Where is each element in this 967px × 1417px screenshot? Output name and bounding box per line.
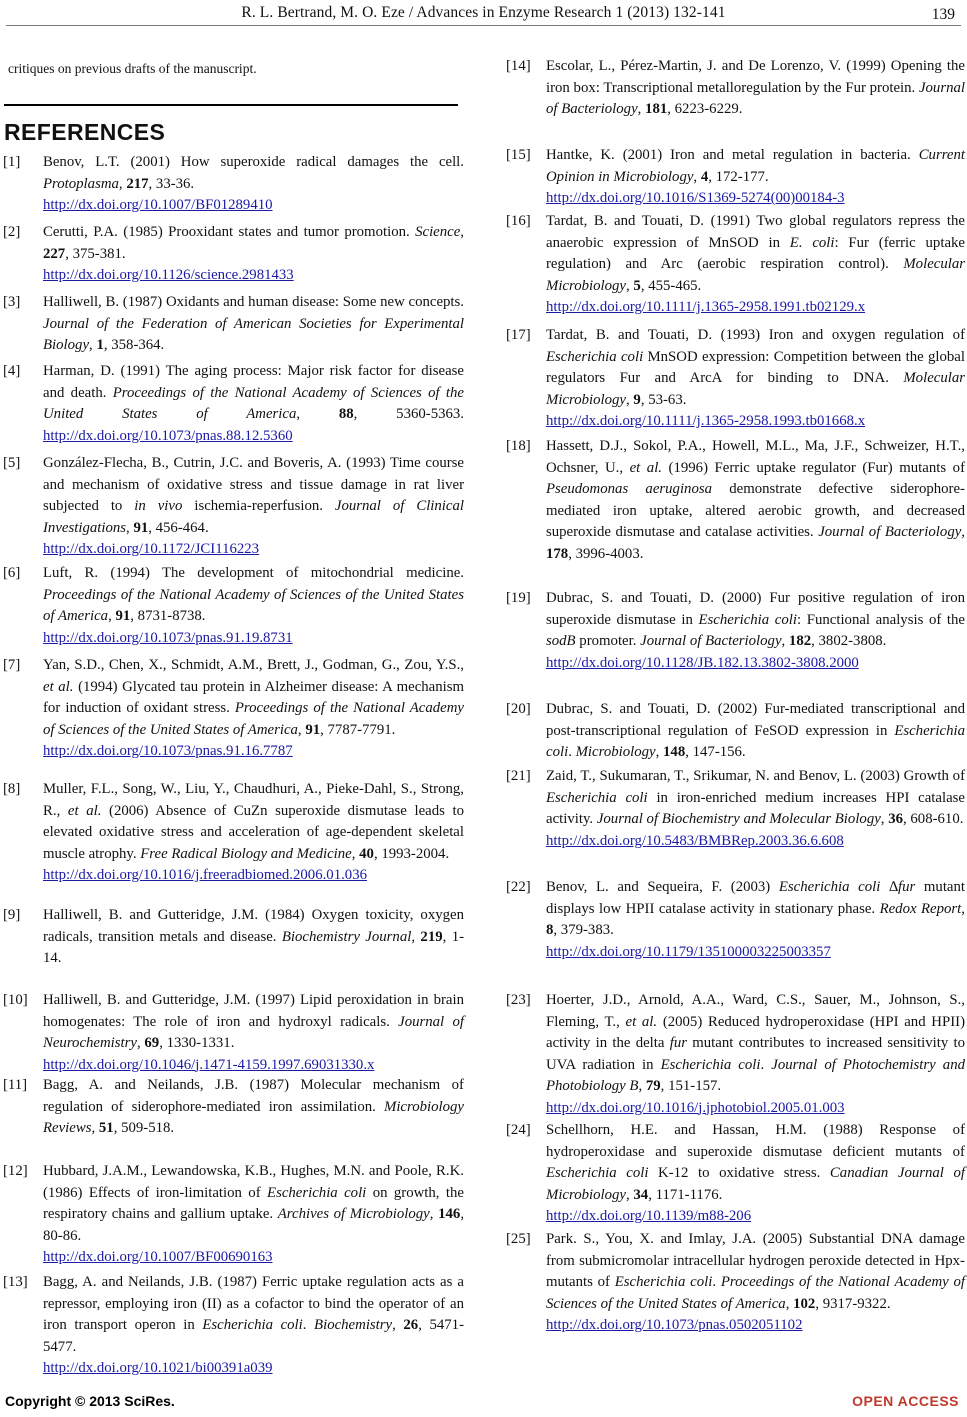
reference-text (43, 361, 464, 447)
reference-italic: Proceedings of the National Academy of Sciences of the United States of America (43, 700, 464, 738)
reference-segment: , 33-36. (148, 175, 195, 192)
reference-text (43, 1161, 464, 1269)
reference-text (43, 1272, 464, 1380)
reference-segment: , (781, 633, 789, 649)
reference-italic: Microbiology (575, 744, 656, 760)
reference-italic: Molecular Microbiology (546, 370, 965, 408)
reference-segment: in iron-enriched medium increases HPI catalase activity. (546, 789, 965, 827)
reference-volume: 34 (633, 1186, 649, 1203)
reference-number: [4] (3, 363, 21, 379)
reference-segment: Yan, S.D., Chen, X., Schmidt, A.M., Brett, J., Godman, G., Zou, Y.S., (43, 657, 464, 673)
reference-italic: Free Radical Biology and Medicine (140, 845, 352, 862)
reference-italic: Journal of Neurochemistry (43, 1013, 464, 1051)
reference-segment: , 1171-1176. (648, 1186, 723, 1203)
doi-link[interactable]: http://dx.doi.org/10.1073/pnas.91.19.8731 (43, 629, 293, 646)
reference-segment: , 456-464. (148, 519, 209, 536)
reference-text (546, 436, 965, 565)
reference-segment: Harman, D. (1991) The aging process: Major risk factor for disease and death. (43, 363, 464, 401)
reference-number: [18] (506, 438, 531, 454)
section-divider (4, 104, 458, 106)
reference-segment: , (880, 811, 889, 827)
reference-volume: 102 (793, 1295, 816, 1312)
reference-volume: 219 (420, 928, 443, 945)
reference-segment: (1996) Ferric uptake regulator (Fur) mutants of (662, 459, 965, 476)
reference-segment: , (126, 519, 134, 536)
reference-text (43, 453, 464, 561)
reference-number: [5] (3, 455, 21, 471)
reference-segment: on growth, the respiratory chains and gallium uptake. (43, 1184, 464, 1222)
reference-volume: 79 (645, 1078, 661, 1094)
reference-volume: 227 (43, 245, 66, 262)
reference-italic: sodB (546, 633, 576, 649)
reference-segment: , 5471-5477. (43, 1317, 464, 1355)
doi-link[interactable]: http://dx.doi.org/10.1007/BF00690163 (43, 1249, 273, 1265)
reference-segment: . (760, 1056, 772, 1073)
reference-volume: 181 (645, 101, 668, 117)
doi-link[interactable]: http://dx.doi.org/10.1046/j.1471-4159.1997.69031330.x (43, 1056, 375, 1073)
reference-number: [9] (3, 907, 21, 923)
reference-segment: , (460, 224, 464, 240)
reference-text (43, 152, 464, 217)
reference-segment: , 3996-4003. (568, 545, 644, 562)
reference-italic: et al. (629, 459, 663, 476)
reference-italic: Escherichia coli (546, 722, 965, 760)
reference-italic: Escherichia coli (267, 1184, 367, 1201)
reference-italic: Redox Report (879, 900, 962, 917)
reference-number: [2] (3, 224, 21, 240)
reference-volume: 217 (126, 175, 149, 192)
reference-segment: Benov, L.T. (2001) How superoxide radical damages the cell. (43, 154, 464, 170)
page-footer (0, 1393, 967, 1413)
reference-italic: Journal of Clinical Investigations (43, 498, 464, 536)
reference-number: [20] (506, 701, 531, 717)
reference-segment: Hantke, K. (2001) Iron and metal regulation in bacteria. (546, 147, 919, 163)
reference-segment: Luft, R. (1994) The development of mitochondrial medicine. (43, 565, 464, 581)
reference-segment: Muller, F.L., Song, W., Liu, Y., Chaudhuri, A., Pieke-Dahl, S., Strong, R., (43, 781, 464, 819)
reference-italic: Escherichia coli ∆fur (778, 879, 916, 895)
reference-italic: Escherichia coli (202, 1317, 303, 1333)
reference-segment: , (118, 175, 127, 192)
reference-segment: , 1993-2004. (373, 845, 450, 862)
reference-segment: , 80-86. (43, 1206, 465, 1244)
reference-segment: : Functional analysis of the (797, 611, 965, 628)
reference-number: [24] (506, 1122, 531, 1138)
open-access-badge: OPEN ACCESS (852, 1393, 959, 1409)
reference-italic: Molecular Microbiology (546, 256, 965, 294)
reference-segment: , 1-14. (43, 928, 465, 966)
reference-text (43, 222, 464, 287)
doi-link[interactable]: http://dx.doi.org/10.1021/bi00391a039 (43, 1360, 273, 1376)
reference-segment: , (89, 337, 97, 353)
doi-link[interactable]: http://dx.doi.org/10.1073/pnas.0502051102 (546, 1317, 803, 1333)
reference-italic: Journal of Bacteriology (818, 524, 962, 540)
reference-number: [6] (3, 565, 21, 581)
reference-segment: , 455-465. (640, 277, 702, 294)
reference-number: [14] (506, 58, 531, 74)
reference-italic: Journal of Photochemistry and Photobiology B (546, 1056, 965, 1094)
reference-segment: , (296, 406, 339, 422)
reference-text (43, 779, 464, 887)
reference-number: [21] (506, 768, 531, 784)
reference-segment: ischemia-reperfusion. (182, 498, 335, 514)
reference-volume: 40 (359, 845, 374, 862)
reference-segment: Zaid, T., Sukumaran, T., Srikumar, N. and Benov, L. (2003) Growth of (546, 768, 965, 784)
reference-volume: 4 (700, 168, 709, 185)
reference-segment: (2005) Reduced hydroperoxidase (HPI and HPII) activity in the delta (546, 1013, 965, 1051)
reference-volume: 91 (305, 721, 321, 738)
reference-volume: 146 (438, 1206, 461, 1222)
reference-segment: Dubrac, S. and Touati, D. (2000) Fur positive regulation of iron superoxide dismutase in (546, 590, 965, 628)
reference-segment: (2006) Absence of CuZn superoxide dismutase leads to elevated oxidative stress and acceleration of age-dependent skeletal muscle atrophy. (43, 802, 464, 862)
copyright-notice: Copyright © 2013 SciRes. (5, 1393, 175, 1409)
reference-segment: . (712, 1274, 721, 1290)
reference-segment: , (297, 721, 306, 738)
reference-segment: (1994) Glycated tau protein in Alzheimer disease: A mechanism for induction of oxidant stress. (43, 678, 465, 716)
reference-italic: Proceedings of the National Academy of Sciences of the United States of America (43, 586, 464, 624)
reference-italic: Science (415, 224, 461, 240)
reference-italic: et al. (625, 1013, 658, 1030)
reference-volume: 8 (546, 922, 554, 938)
reference-segment: , 6223-6229. (667, 101, 743, 117)
reference-volume: 26 (403, 1317, 419, 1333)
reference-segment: , 172-177. (708, 168, 769, 185)
reference-segment: , (91, 1120, 99, 1136)
doi-link[interactable]: http://dx.doi.org/10.1016/S1369-5274(00)00184-3 (546, 190, 845, 206)
reference-text (43, 563, 464, 649)
reference-segment: Tardat, B. and Touati, D. (1991) Two global regulators repress the anaerobic expression of MnSOD in (546, 213, 965, 251)
reference-segment: Hassett, D.J., Sokol, P.A., Howell, M.L., Ma, J.F., Schweizer, H.T., Ochsner, U., (546, 438, 965, 476)
reference-number: [23] (506, 992, 531, 1008)
reference-italic: Escherichia coli (546, 348, 644, 365)
reference-number: [3] (3, 294, 21, 310)
doi-link[interactable]: http://dx.doi.org/10.1016/j.freeradbiomed.2006.01.036 (43, 867, 367, 883)
reference-segment: Hoerter, J.D., Arnold, A.A., Ward, C.S., Sauer, M., Johnson, S., Fleming, T., (546, 992, 965, 1030)
reference-italic: Pseudomonas aeruginosa (546, 481, 713, 497)
doi-link[interactable]: http://dx.doi.org/10.1073/pnas.91.16.7787 (43, 743, 293, 759)
reference-italic: Journal of Bacteriology (546, 79, 965, 117)
reference-segment: promoter. (575, 633, 641, 649)
reference-number: [15] (506, 147, 531, 163)
reference-segment: , (961, 524, 965, 540)
reference-italic: Journal of the Federation of American Societies for Experimental Biology (43, 315, 464, 353)
reference-segment: , 7787-7791. (320, 721, 396, 738)
reference-volume: 91 (133, 519, 149, 536)
reference-text (546, 1229, 965, 1337)
reference-segment: , (626, 277, 634, 294)
reference-volume: 9 (633, 391, 641, 408)
reference-text (546, 990, 965, 1119)
reference-segment: Bagg, A. and Neilands, J.B. (1987) Molecular mechanism of regulation of siderophore-mediated iron assimilation. (43, 1077, 464, 1115)
reference-italic: Proceedings of the National Academy of Sciences of the United States of America (43, 384, 464, 422)
reference-segment: Schellhorn, H.E. and Hassan, H.M. (1988) Response of hydroperoxidase and superoxide dismutase deficient mutants of (546, 1122, 965, 1160)
reference-number: [13] (3, 1274, 28, 1290)
reference-italic: Canadian Journal of Microbiology (546, 1165, 965, 1203)
header-rule (6, 25, 961, 26)
reference-segment: Halliwell, B. (1987) Oxidants and human disease: Some new concepts. (43, 294, 464, 310)
reference-italic: Escherichia coli (660, 1056, 761, 1073)
doi-link[interactable]: http://dx.doi.org/10.1073/pnas.88.12.5360 (43, 427, 293, 444)
reference-segment: Park. S., You, X. and Imlay, J.A. (2005) Substantial DNA damage from submicromolar intracellular hydrogen peroxide detected in Hpx- mutants of (546, 1231, 965, 1290)
reference-number: [1] (3, 154, 21, 170)
doi-link[interactable]: http://dx.doi.org/10.5483/BMBRep.2003.36.6.608 (546, 832, 844, 849)
reference-number: [10] (3, 992, 28, 1008)
reference-segment: Escolar, L., Pérez-Martin, J. and De Lorenzo, V. (1999) Opening the iron box: Transcriptional metalloregulation by the Fur protein. (546, 58, 965, 96)
reference-text (546, 56, 965, 121)
reference-italic: Biochemistry Journal (281, 928, 412, 945)
running-header (0, 2, 967, 24)
reference-segment: , 608-610. (903, 811, 964, 827)
reference-segment: . (302, 1317, 315, 1333)
reference-italic: Biochemistry (314, 1317, 393, 1333)
reference-volume: 91 (115, 608, 131, 624)
reference-number: [12] (3, 1163, 28, 1179)
reference-segment: mutant contributes to increased sensitivity to UVA radiation in (546, 1035, 966, 1073)
reference-italic: Journal of Bacteriology (640, 633, 782, 649)
reference-volume: 182 (788, 633, 812, 649)
reference-segment: , (108, 608, 116, 624)
reference-number: [22] (506, 879, 531, 895)
reference-italic: et al. (67, 802, 102, 819)
reference-segment: K-12 to oxidative stress. (648, 1165, 830, 1181)
reference-segment: , (637, 101, 646, 117)
reference-segment: , 3802-3808. (811, 633, 887, 649)
reference-text (546, 699, 965, 764)
reference-italic: Escherichia coli (698, 611, 797, 628)
reference-segment: , (136, 1035, 145, 1051)
reference-text (546, 145, 965, 210)
reference-segment: , 375-381. (65, 245, 126, 262)
reference-segment: , (392, 1317, 404, 1333)
reference-number: [19] (506, 590, 531, 606)
reference-italic: Protoplasma (43, 175, 119, 192)
reference-number: [25] (506, 1231, 531, 1247)
reference-italic: Escherichia coli (614, 1274, 713, 1290)
reference-segment: , (693, 168, 701, 185)
doi-link[interactable]: http://dx.doi.org/10.1007/BF01289410 (43, 197, 273, 213)
reference-segment: , (638, 1078, 646, 1094)
reference-segment: . (568, 744, 576, 760)
reference-text (546, 211, 965, 319)
reference-segment: , 151-157. (660, 1078, 722, 1094)
doi-link[interactable]: http://dx.doi.org/10.1128/JB.182.13.3802-3808.2000 (546, 654, 859, 671)
reference-text (43, 292, 464, 357)
reference-italic: E. coli (789, 234, 835, 251)
reference-volume: 69 (144, 1035, 160, 1051)
page-number: 139 (931, 6, 955, 23)
reference-number: [16] (506, 213, 531, 229)
reference-italic: fur (669, 1035, 687, 1051)
reference-text (546, 325, 965, 433)
reference-italic: Escherichia coli (546, 789, 648, 806)
reference-segment: Hubbard, J.A.M., Lewandowska, K.B., Hughes, M.N. and Poole, R.K. (1986) Effects of iron-limitation of (43, 1163, 464, 1201)
reference-volume: 148 (663, 744, 686, 760)
doi-link[interactable]: http://dx.doi.org/10.1016/j.jphotobiol.2005.01.003 (546, 1099, 845, 1116)
reference-segment: , 53-63. (640, 391, 687, 408)
reference-segment: , 358-364. (103, 337, 165, 353)
reference-italic: Journal of Biochemistry and Molecular Biology (596, 811, 881, 827)
reference-volume: 51 (98, 1120, 114, 1136)
reference-text (546, 588, 965, 674)
reference-text (546, 877, 965, 963)
reference-segment: , 5360-5363. (353, 406, 464, 422)
reference-segment: MnSOD expression: Competition between the global regulators Fur and ArcA for binding to DNA. (546, 348, 965, 386)
reference-italic: et al. (43, 678, 74, 695)
references-heading: REFERENCES (4, 119, 166, 145)
reference-italic: Proceedings of the National Academy of Sciences of the United States of America (546, 1274, 965, 1312)
reference-segment: , 1330-1331. (159, 1035, 235, 1051)
reference-text (43, 655, 464, 763)
reference-segment: , 379-383. (553, 922, 614, 938)
reference-number: [17] (506, 327, 531, 343)
running-title: R. L. Bertrand, M. O. Eze / Advances in Enzyme Research 1 (2013) 132-141 (241, 4, 726, 21)
reference-volume: 178 (546, 545, 569, 562)
reference-segment: Bagg, A. and Neilands, J.B. (1987) Ferric uptake regulation acts as a repressor, employing iron (II) as a cofactor to bind the operator of an iron transport operon in (43, 1274, 464, 1333)
reference-segment: mutant displays low HPII catalase activity in stationary phase. (546, 879, 966, 917)
reference-segment: , (626, 391, 634, 408)
doi-link[interactable]: http://dx.doi.org/10.1111/j.1365-2958.1991.tb02129.x (546, 299, 866, 315)
reference-segment: , (411, 928, 421, 945)
reference-italic: Escherichia coli (546, 1165, 649, 1181)
doi-link[interactable]: http://dx.doi.org/10.1179/135100003225003357 (546, 943, 831, 960)
reference-segment: , (961, 900, 965, 917)
reference-segment: , (626, 1186, 634, 1203)
reference-segment: , (351, 845, 360, 862)
reference-segment: , 8731-8738. (130, 608, 206, 624)
reference-segment: , (785, 1295, 794, 1312)
reference-segment: : Fur (ferric uptake regulation) and Arc (aerobic respiration control). (546, 234, 965, 272)
reference-volume: 36 (888, 811, 903, 827)
reference-volume: 5 (633, 277, 641, 294)
reference-segment: , 147-156. (685, 744, 746, 760)
reference-segment: , (655, 744, 664, 760)
reference-italic: Archives of Microbiology (277, 1206, 430, 1222)
reference-segment: Benov, L. and Sequeira, F. (2003) (546, 879, 779, 895)
reference-segment: Dubrac, S. and Touati, D. (2002) Fur-mediated transcriptional and post-transcriptional regulation of FeSOD expression in (546, 701, 965, 739)
reference-segment: demonstrate defective siderophore-mediated iron uptake, altered aerobic growth, and decreased superoxide dismutase and catalase activities. (546, 481, 965, 540)
doi-link[interactable]: http://dx.doi.org/10.1172/JCI116223 (43, 541, 260, 557)
reference-number: [11] (3, 1077, 28, 1093)
reference-segment: González-Flecha, B., Cutrin, J.C. and Boveris, A. (1993) Time course and mechanism of oxidative stress and tissue damage in rat liver subjected to (43, 455, 464, 514)
reference-volume: 88 (338, 406, 354, 422)
reference-text (546, 766, 965, 852)
doi-link[interactable]: http://dx.doi.org/10.1111/j.1365-2958.1993.tb01668.x (546, 413, 866, 429)
reference-number: [7] (3, 657, 21, 673)
reference-italic: Current Opinion in Microbiology (546, 147, 965, 185)
reference-text (43, 990, 464, 1076)
reference-segment: , 9317-9322. (815, 1295, 891, 1312)
reference-segment: Tardat, B. and Touati, D. (1993) Iron and oxygen regulation of (546, 327, 965, 343)
intro-text: critiques on previous drafts of the manuscript. (8, 61, 257, 76)
reference-italic: in vivo (134, 498, 183, 514)
reference-text (546, 1120, 965, 1228)
reference-text (43, 1075, 464, 1140)
reference-segment: , 509-518. (113, 1120, 175, 1136)
doi-link[interactable]: http://dx.doi.org/10.1126/science.2981433 (43, 267, 294, 283)
reference-text (43, 905, 464, 970)
reference-segment: Halliwell, B. and Gutteridge, J.M. (1984) Oxygen toxicity, oxygen radicals, transition metals and disease. (43, 907, 464, 945)
reference-segment: Halliwell, B. and Gutteridge, J.M. (1997) Lipid peroxidation in brain homogenates: The role of iron and hydroxyl radicals. (43, 992, 464, 1030)
reference-volume: 1 (96, 337, 104, 353)
reference-segment: Cerutti, P.A. (1985) Prooxidant states and tumor promotion. (43, 224, 416, 240)
reference-italic: Microbiology Reviews (43, 1098, 464, 1136)
doi-link[interactable]: http://dx.doi.org/10.1139/m88-206 (546, 1208, 752, 1224)
reference-number: [8] (3, 781, 21, 797)
reference-segment: , (429, 1206, 439, 1222)
